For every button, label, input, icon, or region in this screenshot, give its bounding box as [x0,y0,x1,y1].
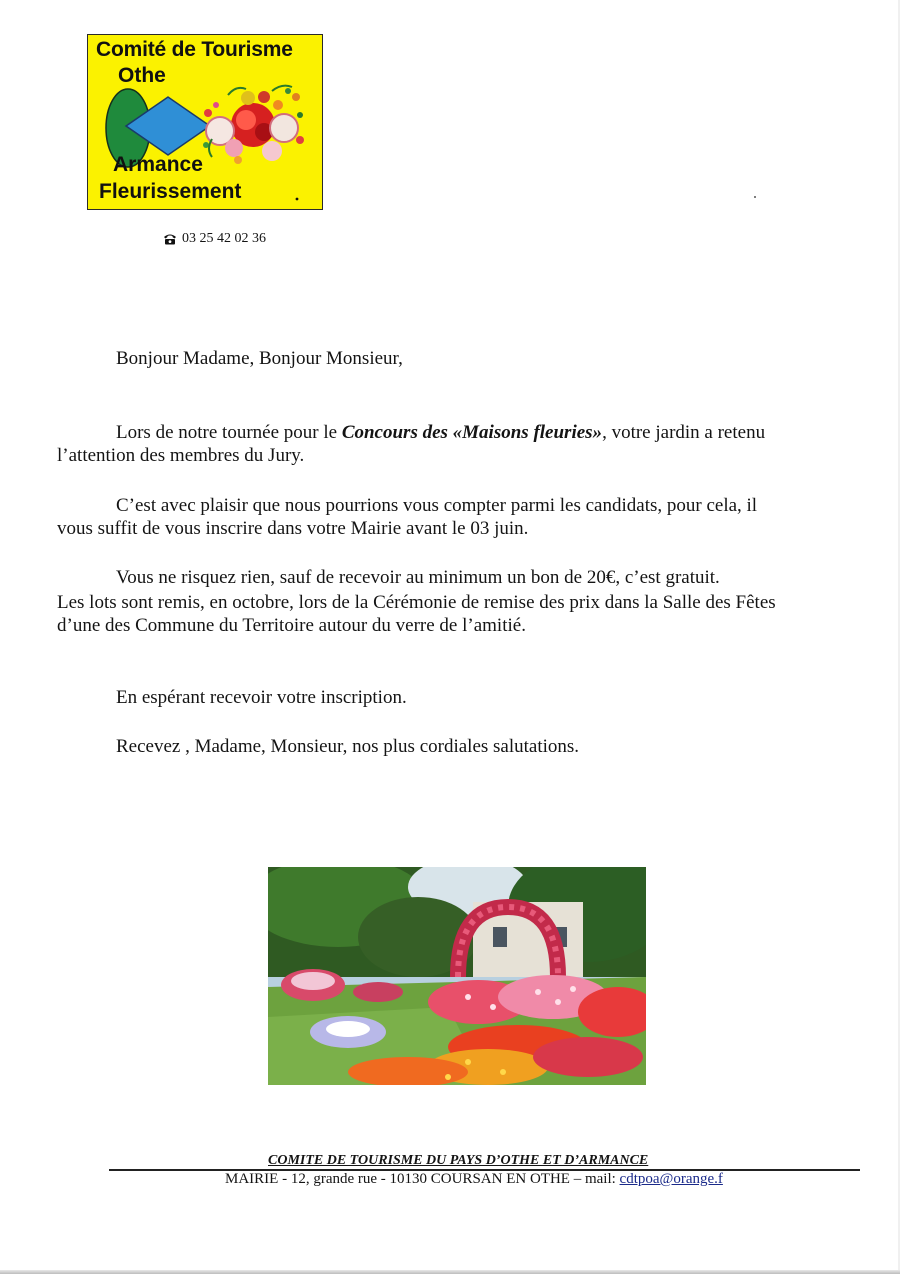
paragraph-1-continuation: , votre jardin a retenu [602,422,766,443]
telephone-icon [163,233,177,245]
paragraph-3-line-2: Les lots sont remis, en octobre, lors de la Cérémonie de remise des prix dans la Salle des Fêtes [57,592,776,613]
logo-line-4: Fleurissement [99,180,242,203]
closing-line-1: En espérant recevoir votre inscription. [116,687,407,708]
paragraph-2-line-1: C’est avec plaisir que nous pourrions vous compter parmi les candidats, pour cela, il [116,495,758,516]
footer-address-text: MAIRIE - 12, grande rue - 10130 COURSAN EN OTHE – mail: [225,1171,620,1187]
paragraph-1-intro: Lors de notre tournée pour le [116,422,342,443]
organization-logo [87,34,323,210]
logo-line-1: Comité de Tourisme [96,38,293,61]
garden-photo [268,867,646,1085]
logo-line-2: Othe [118,64,166,87]
contest-name: Concours des «Maisons fleuries» [341,422,603,443]
paragraph-1-line-1 [116,421,765,445]
scan-speck [754,196,756,198]
footer-address [225,1171,723,1188]
logo-line-3: Armance [113,153,203,176]
phone-number: 03 25 42 02 36 [182,231,266,246]
paragraph-1-line-2: l’attention des membres du Jury. [57,445,305,466]
closing-line-2: Recevez , Madame, Monsieur, nos plus cordiales salutations. [116,736,580,757]
phone-line [163,231,266,247]
paragraph-3-line-1: Vous ne risquez rien, sauf de recevoir au minimum un bon de 20€, c’est gratuit. [116,567,720,588]
footer-organization: COMITE DE TOURISME DU PAYS D’OTHE ET D’ARMANCE [268,1153,649,1168]
greeting: Bonjour Madame, Bonjour Monsieur, [116,348,403,369]
page-edge-bottom [0,1270,900,1274]
paragraph-2-line-2: vous suffit de vous inscrire dans votre Mairie avant le 03 juin. [57,518,529,539]
email-link[interactable]: cdtpoa@orange.f [619,1171,723,1187]
paragraph-3-line-3: d’une des Commune du Territoire autour du verre de l’amitié. [57,615,526,636]
